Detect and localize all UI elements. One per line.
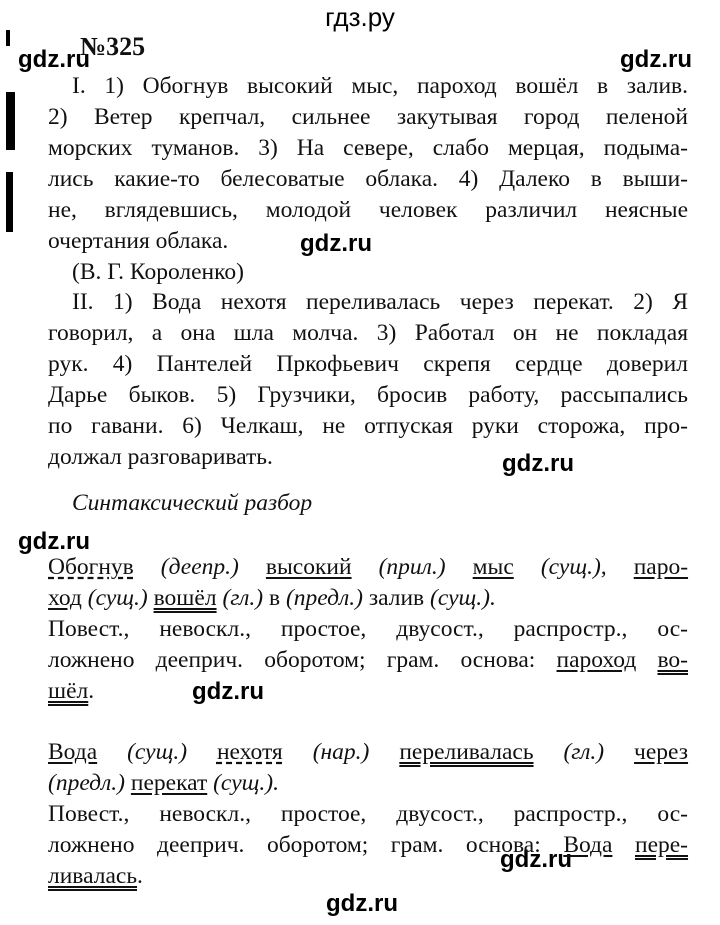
parsed-word: высокий bbox=[265, 554, 352, 580]
parsed-word: паро- bbox=[633, 554, 689, 580]
watermark: gdz.ru bbox=[326, 890, 398, 917]
pos-tag: (нар.) bbox=[312, 739, 370, 765]
watermark: gdz.ru bbox=[192, 678, 264, 705]
exercise-number: №325 bbox=[80, 32, 146, 61]
text-line: 2) Ветер крепчал, сильнее закутывая город пеленой bbox=[48, 104, 688, 130]
grammatical-subject: Вода bbox=[563, 832, 613, 858]
pos-tag: (сущ.), bbox=[540, 554, 607, 580]
parsed-word: Обогнув bbox=[48, 554, 134, 580]
pos-tag: (сущ.). bbox=[430, 585, 496, 611]
scan-artifact bbox=[6, 172, 13, 232]
pos-tag: (сущ.) bbox=[127, 739, 188, 765]
text-line: рук. 4) Пантелей Пркофьевич скрепя сердце доверил bbox=[48, 351, 688, 377]
text-line: очертания облака. bbox=[48, 228, 229, 254]
text-line: морских туманов. 3) На севере, слабо мерцая, подыма- bbox=[48, 135, 688, 161]
text-line: II. 1) Вода нехотя переливалась через перекат. 2) Я bbox=[72, 289, 688, 315]
sentence-end: . bbox=[88, 678, 95, 704]
description-line: Повест., невоскл., простое, двусост., распростр., ос- bbox=[48, 616, 688, 642]
parsed-word: Вода bbox=[48, 739, 98, 765]
pos-tag: (деепр.) bbox=[160, 554, 239, 580]
description-text: ложнено дееприч. оборотом; грам. основа: bbox=[48, 832, 541, 858]
text-line: I. 1) Обогнув высокий мыс, пароход вошёл в залив. bbox=[72, 73, 688, 99]
parsed-word: перекат bbox=[130, 770, 208, 796]
pos-tag: (гл.) bbox=[563, 739, 605, 765]
parsed-word: вошёл bbox=[153, 585, 217, 611]
parsed-word: в bbox=[268, 585, 281, 611]
watermark: gdz.ru bbox=[18, 46, 90, 73]
watermark: gdz.ru bbox=[620, 46, 692, 73]
description-line bbox=[48, 677, 688, 705]
parsed-word: через bbox=[634, 739, 689, 765]
pos-tag: (предл.) bbox=[48, 770, 126, 796]
scan-artifact bbox=[6, 30, 10, 46]
parsed-word: нехотя bbox=[216, 739, 283, 765]
description-line bbox=[48, 862, 688, 890]
sentence-end: . bbox=[137, 863, 143, 889]
grammatical-subject: пароход bbox=[556, 647, 637, 673]
watermark: gdz.ru bbox=[18, 528, 90, 555]
site-title: гдз.ру bbox=[325, 2, 395, 32]
author-attribution: (В. Г. Короленко) bbox=[72, 259, 244, 285]
text-line: Дарье быков. 5) Грузчики, бросив работу, рассыпались bbox=[48, 382, 688, 408]
text-line: говорил, а она шла молча. 3) Работал он не покладая bbox=[48, 320, 688, 346]
text-line: не, вглядевшись, молодой человек различил неясные bbox=[48, 197, 688, 223]
parsed-word: мыс bbox=[472, 554, 514, 580]
watermark: gdz.ru bbox=[500, 846, 572, 873]
parsed-word: ход bbox=[48, 585, 82, 611]
grammatical-predicate: ливалась bbox=[48, 863, 138, 889]
parse-line bbox=[48, 553, 688, 581]
pos-tag: (сущ.). bbox=[213, 770, 279, 796]
text-line: должал разговаривать. bbox=[48, 444, 273, 470]
watermark: gdz.ru bbox=[300, 230, 372, 257]
pos-tag: (предл.) bbox=[285, 585, 363, 611]
parse-line bbox=[48, 738, 688, 766]
pos-tag: (сущ.) bbox=[87, 585, 148, 611]
analysis-heading: Синтаксический разбор bbox=[72, 490, 313, 516]
grammatical-predicate: пере- bbox=[635, 832, 689, 858]
grammatical-predicate: во- bbox=[657, 647, 689, 673]
pos-tag: (гл.) bbox=[222, 585, 264, 611]
text-line: по гавани. 6) Челкаш, не отпуская руки сторожа, про- bbox=[48, 413, 688, 439]
scan-artifact bbox=[6, 92, 15, 150]
watermark: gdz.ru bbox=[502, 450, 574, 477]
parsed-word: залив bbox=[368, 585, 425, 611]
description-line bbox=[48, 831, 688, 859]
pos-tag: (прил.) bbox=[378, 554, 446, 580]
parsed-word: переливалась bbox=[399, 739, 534, 765]
description-line: Повест., невоскл., простое, двусост., распростр., ос- bbox=[48, 801, 688, 827]
description-text: ложнено дееприч. оборотом; грам. основа: bbox=[48, 647, 536, 673]
text-line: лись какие-то белесоватые облака. 4) Далеко в выши- bbox=[48, 166, 688, 192]
description-line bbox=[48, 646, 688, 674]
grammatical-predicate: шёл bbox=[48, 678, 89, 704]
parse-line bbox=[48, 769, 688, 797]
parse-line bbox=[48, 584, 688, 612]
